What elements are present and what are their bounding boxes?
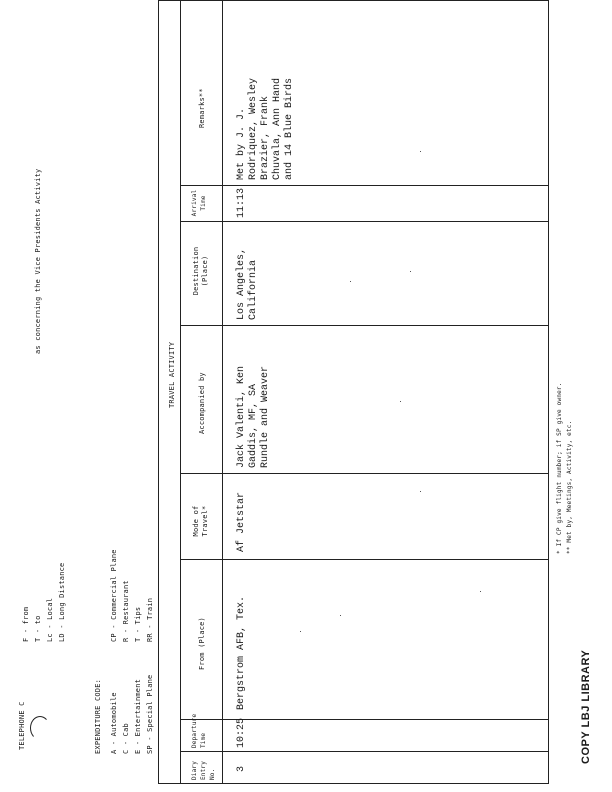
row-accompanied-3: Rundle and Weaver — [260, 365, 271, 468]
col-divider — [180, 221, 549, 222]
section-title: TRAVEL ACTIVITY — [168, 341, 176, 408]
telephone-label: TELEPHONE C — [18, 701, 26, 750]
row-remarks-1: Met by J. J. — [236, 107, 247, 180]
exp-code-left-4: SP - Special Plane — [146, 674, 154, 754]
row-destination-1: Los Angeles, — [236, 247, 247, 320]
col-header-arrival-time: Arrival Time — [191, 189, 207, 217]
library-stamp: COPY LBJ LIBRARY — [580, 649, 592, 764]
exp-code-left-3: E - Entertainment — [134, 678, 142, 754]
header-row-rule — [222, 0, 223, 784]
col-divider — [180, 185, 549, 186]
scan-speck — [410, 271, 411, 272]
phone-code-local: Lc - Local — [46, 597, 54, 642]
scan-speck — [420, 151, 421, 152]
col-divider — [180, 325, 549, 326]
row-departure-time: 10:25 — [236, 717, 247, 748]
col-divider — [180, 473, 549, 474]
col-divider — [180, 751, 549, 752]
scan-speck — [400, 401, 401, 402]
exp-code-right-4: RR - Train — [146, 597, 154, 642]
scan-speck — [300, 631, 301, 632]
section-title-rule — [180, 0, 181, 784]
phone-code-from: F - from — [22, 606, 30, 642]
row-accompanied-2: Gaddis, MF, SA — [248, 383, 259, 468]
scan-speck — [350, 281, 351, 282]
row-entry-no: 3 — [236, 765, 247, 772]
phone-code-long-distance: LD - Long Distance — [58, 562, 66, 642]
exp-code-right-2: R - Restaurant — [122, 580, 130, 642]
table-left-border — [158, 783, 549, 784]
row-mode: Af Jetstar — [236, 491, 247, 552]
table-top-border — [158, 0, 159, 784]
col-header-remarks: Remarks** — [198, 88, 206, 128]
row-remarks-3: Brazier, Frank — [260, 95, 271, 180]
row-remarks-4: Chuvala, Ann Hand — [272, 77, 283, 180]
table-right-border — [158, 0, 549, 1]
concerning-text: as concerning the Vice Presidents Activity — [34, 168, 42, 354]
exp-code-right-1: CP - Commercial Plane — [110, 549, 118, 642]
row-remarks-5: and 14 Blue Birds — [284, 77, 295, 180]
expenditure-title: EXPENDITURE CODE: — [94, 678, 102, 754]
exp-code-right-3: T - Tips — [134, 606, 142, 642]
row-accompanied-1: Jack Valenti, Ken — [236, 365, 247, 468]
col-header-entry-no: Diary Entry No. — [191, 760, 216, 780]
footnote-1: * If CP give flight number; if SP give owner. — [556, 382, 563, 554]
col-header-accompanied: Accompanied by — [198, 372, 206, 434]
table-bottom-border — [548, 0, 549, 784]
exp-code-left-1: A - Automobile — [110, 692, 118, 754]
col-header-mode: Mode of Travel* — [192, 505, 209, 537]
col-header-departure-time: Departure Time — [191, 713, 207, 748]
row-destination-2: California — [248, 259, 259, 320]
row-remarks-2: Rodriquez, Wesley — [248, 77, 259, 180]
row-arrival-time: 11:13 — [236, 187, 247, 218]
col-header-destination: Destination (Place) — [192, 246, 209, 296]
col-divider — [180, 559, 549, 560]
row-from: Bergstrom AFB, Tex. — [236, 595, 247, 710]
exp-code-left-2: C - Cab — [122, 723, 130, 754]
footnote-2: ** Met by, Meetings, Activity, etc. — [566, 420, 573, 554]
col-header-from: From (Place) — [198, 617, 206, 670]
scan-speck — [340, 615, 341, 616]
phone-code-to: T - to — [34, 615, 42, 642]
scan-speck — [420, 491, 421, 492]
circle-mark-icon — [30, 716, 50, 740]
scan-speck — [480, 591, 481, 592]
